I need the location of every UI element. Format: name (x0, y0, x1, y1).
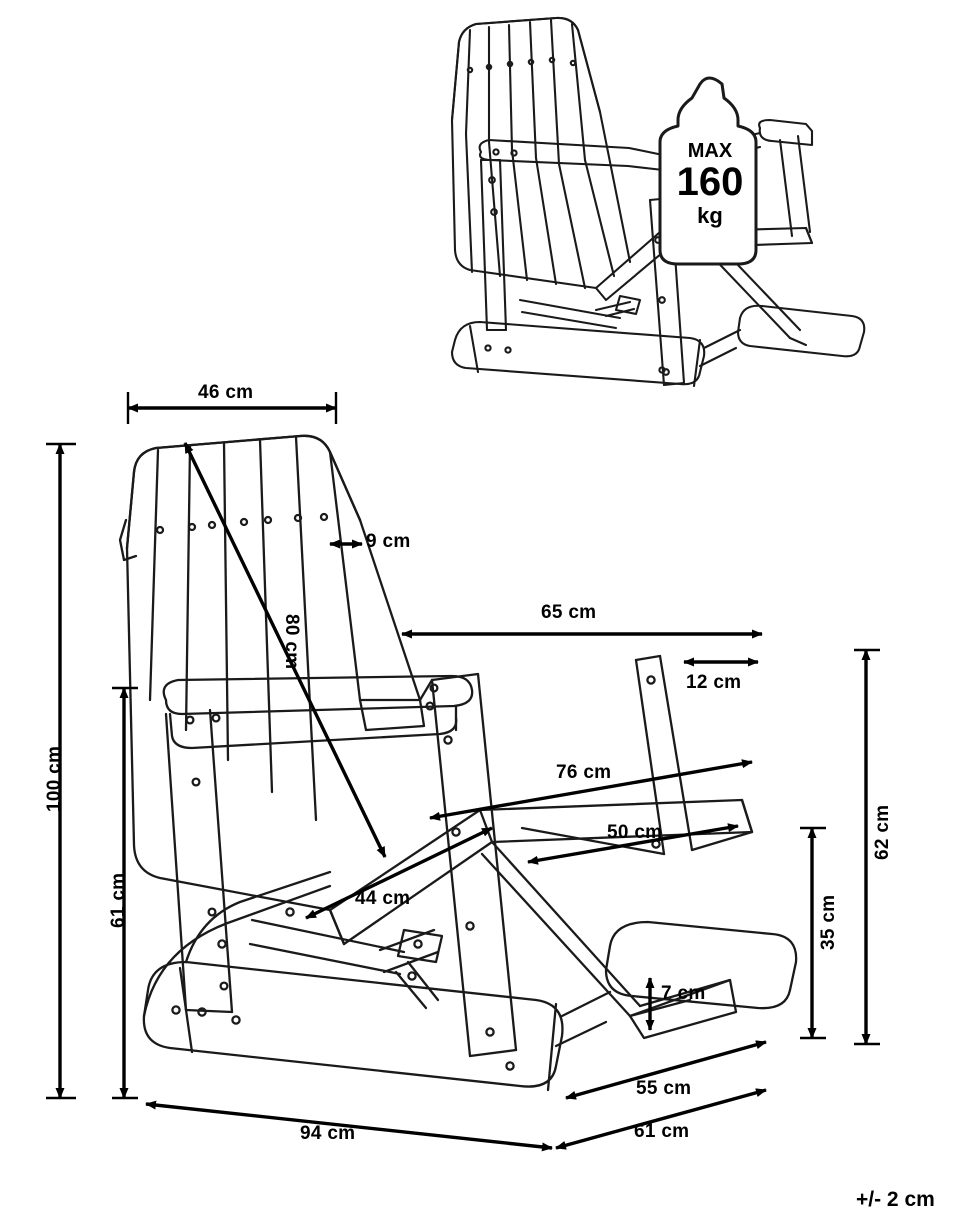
dim-label-9: 9 cm (366, 531, 411, 552)
dim-label-44: 44 cm (355, 888, 411, 909)
dim-label-100: 100 cm (44, 745, 65, 812)
dim-label-94: 94 cm (300, 1123, 356, 1144)
badge-max-label: MAX (687, 140, 733, 162)
badge-value: 160 (676, 160, 744, 204)
dim-label-80: 80 cm (281, 614, 302, 670)
dim-label-35: 35 cm (818, 894, 839, 950)
tolerance-note: +/- 2 cm (856, 1188, 935, 1211)
dim-label-7: 7 cm (661, 983, 706, 1004)
dim-label-61-height: 61 cm (108, 872, 129, 928)
dim-label-50: 50 cm (607, 822, 663, 843)
dim-label-46: 46 cm (198, 382, 254, 403)
dim-label-62: 62 cm (872, 804, 893, 860)
dim-label-55: 55 cm (636, 1078, 692, 1099)
dim-label-76: 76 cm (556, 762, 612, 783)
dim-label-65: 65 cm (541, 602, 597, 623)
dim-label-12: 12 cm (686, 672, 742, 693)
dim-label-61-depth: 61 cm (634, 1121, 690, 1142)
badge-unit: kg (697, 203, 723, 228)
